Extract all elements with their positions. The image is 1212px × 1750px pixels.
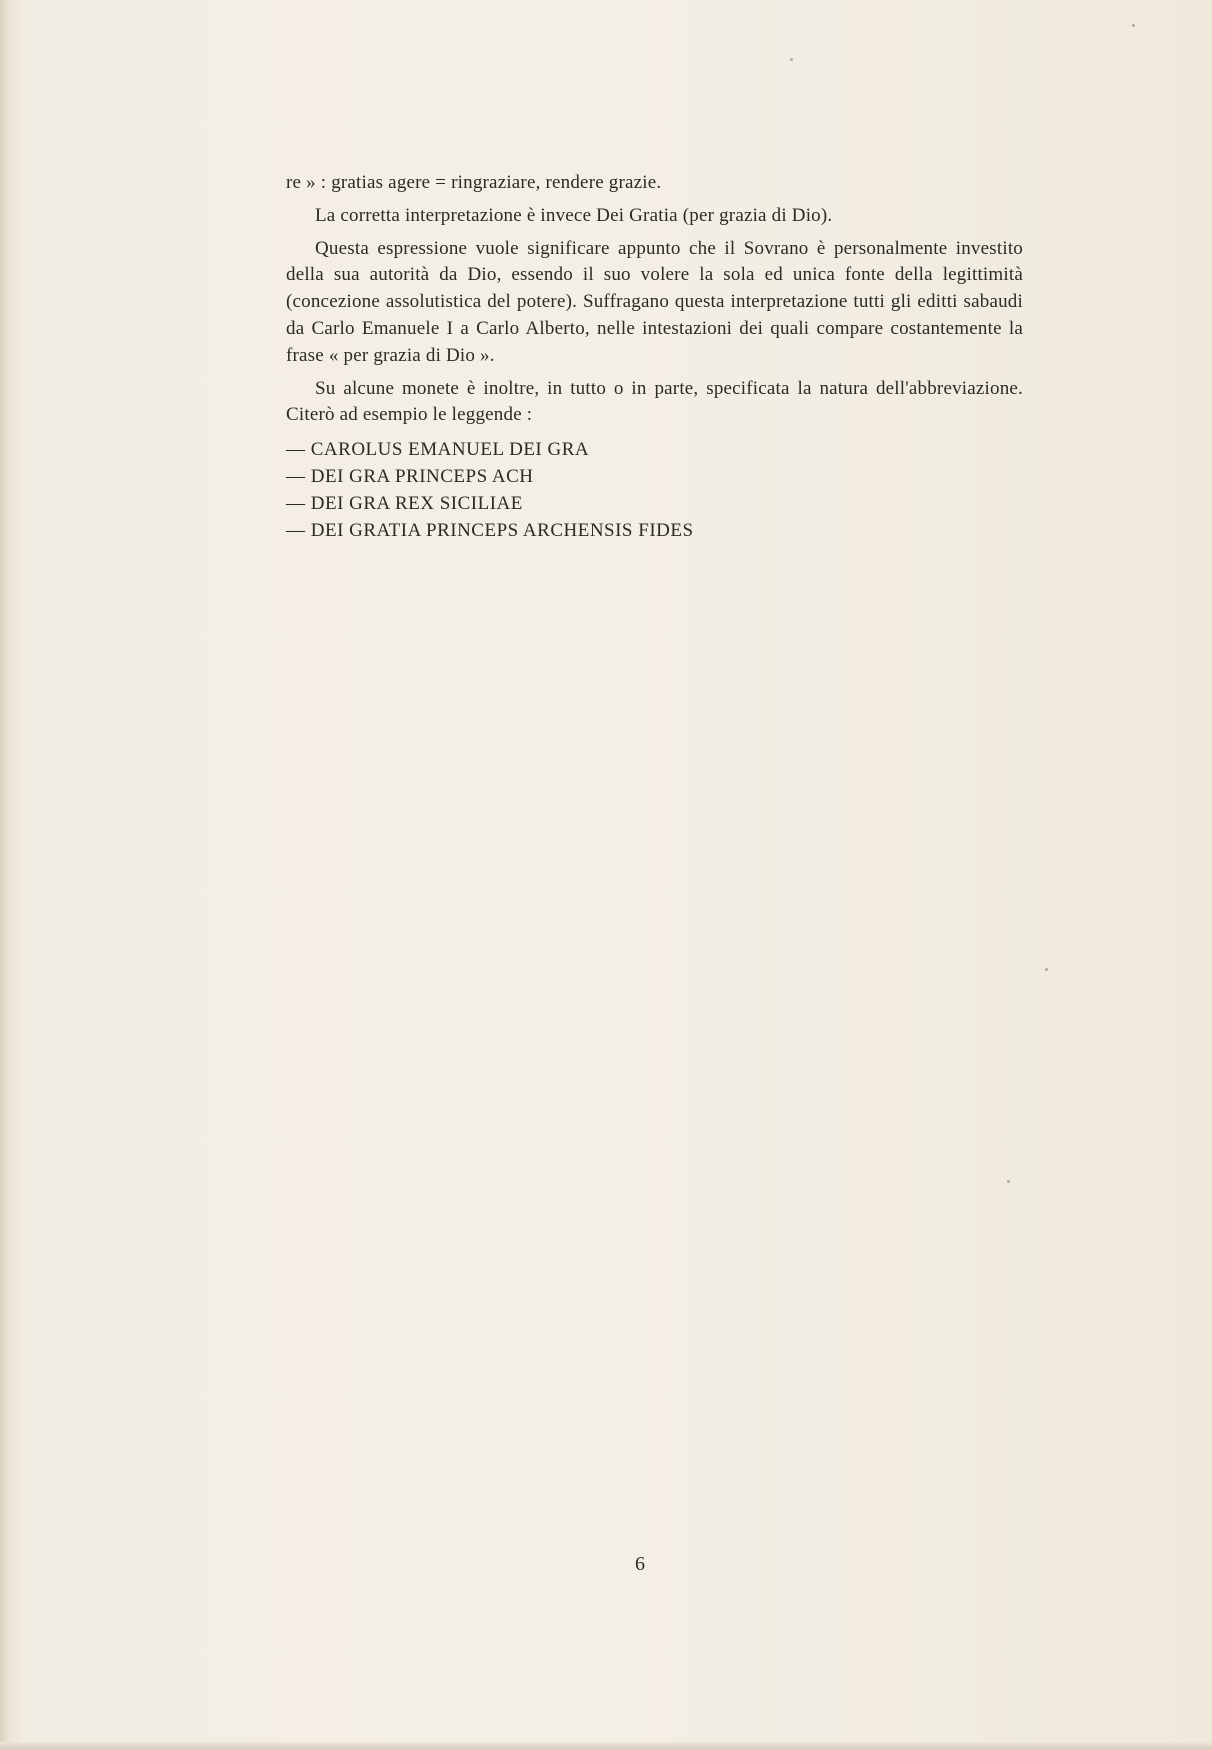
paragraph-2: La corretta interpretazione è invece Dei Gratia (per grazia di Dio). [315, 204, 833, 226]
paper-speck [1007, 1180, 1010, 1183]
paragraph-4: Su alcune monete è inoltre, in tutto o in parte, specificata la natura dell'abbreviazione. Citerò ad esempio le leggende : [286, 377, 1023, 426]
paragraph-1: re » : gratias agere = ringraziare, rendere grazie. [286, 172, 662, 193]
page-number: 6 [635, 1553, 645, 1575]
paper-speck [1045, 968, 1048, 971]
coin-legend-item: — CAROLUS EMANUEL DEI GRA [286, 439, 590, 461]
paper-speck [790, 58, 793, 61]
coin-legend-item: — DEI GRATIA PRINCEPS ARCHENSIS FIDES [286, 519, 694, 541]
body-text [286, 170, 1023, 544]
coin-legend-item: — DEI GRA REX SICILIAE [286, 492, 523, 514]
coin-legend-list [286, 437, 1023, 544]
page-bottom-edge [0, 1742, 1212, 1750]
paper-speck [1132, 24, 1135, 27]
page-left-edge [0, 0, 10, 1750]
coin-legend-item: — DEI GRA PRINCEPS ACH [286, 465, 534, 487]
paragraph-3: Questa espressione vuole significare appunto che il Sovrano è personalmente investito della sua autorità da Dio, essendo il suo volere la sola ed unica fonte della legittimità (concezione assolutistica del potere). Suffragano questa interpretazione tutti gli editti sabaudi da Carlo Emanuele I a Carlo Alberto, nelle intestazioni dei quali compare costantemente la frase « per grazia di Dio ». [286, 237, 1023, 366]
